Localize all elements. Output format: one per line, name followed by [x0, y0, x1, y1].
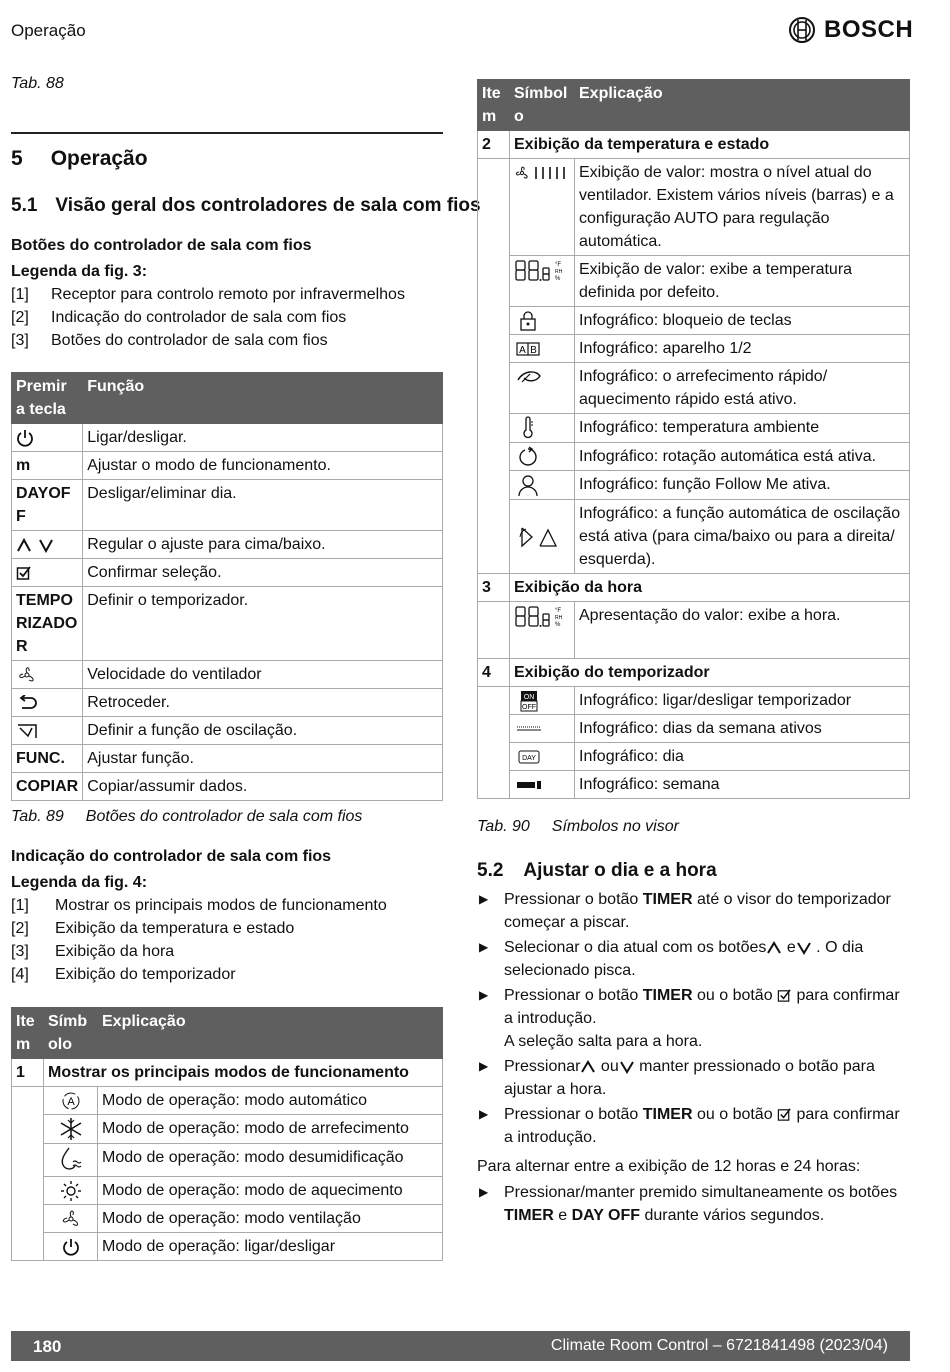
svg-text:RH: RH	[555, 269, 563, 275]
section-title: Visão geral dos controladores de sala com fios	[55, 195, 481, 216]
legend-item: [1] Receptor para controlo remoto por infravermelhos	[11, 286, 405, 303]
table-header-row: Item Símbolo Explicação	[12, 1008, 443, 1059]
table-row: TEMPORIZADOR Definir o temporizador.	[12, 587, 443, 661]
back-icon	[16, 695, 38, 711]
svg-text:°F: °F	[555, 608, 562, 614]
rotation-icon	[516, 446, 540, 468]
svg-text:%: %	[555, 276, 561, 282]
legend-item: [3] Exibição da hora	[11, 943, 175, 960]
ab-icon	[516, 341, 540, 357]
step: ▶ Pressionar o botão TIMER ou o botão para confirmar a introdução. A seleção salta para a hora.	[477, 984, 912, 1053]
table-row: Regular o ajuste para cima/baixo.	[12, 531, 443, 559]
fan-icon	[16, 666, 38, 684]
tab88-caption: Tab. 88	[11, 75, 64, 92]
table-row: 2 Exibição da temperatura e estado	[478, 131, 910, 159]
table-row: Infográfico: semana	[478, 771, 910, 799]
section-heading-5-1	[11, 195, 481, 217]
section-title: Ajustar o dia e a hora	[523, 860, 717, 881]
table-row: Infográfico: função Follow Me ativa.	[478, 471, 910, 500]
svg-text:DAY: DAY	[522, 754, 536, 762]
person-icon	[516, 473, 540, 497]
power-icon	[16, 429, 34, 447]
on-off-icon	[520, 690, 538, 712]
table-row: °F RH % Apresentação do valor: exibe a hora.	[478, 602, 910, 659]
legend-item: [3] Botões do controlador de sala com fios	[11, 332, 328, 349]
thermometer-icon	[518, 416, 538, 440]
chapter-number: 5	[11, 147, 23, 170]
step: ▶ Selecionar o dia atual com os botões e . O dia selecionado pisca.	[477, 936, 912, 982]
svg-text:RH: RH	[555, 615, 563, 621]
chapter-heading	[11, 147, 148, 171]
fan-icon	[60, 1208, 82, 1230]
table-row: 4 Exibição do temporizador	[478, 659, 910, 687]
chapter-title: Operação	[50, 147, 148, 170]
table-row: ON OFF Infográfico: ligar/desligar temporizador	[478, 687, 910, 715]
table-row: Modo de operação: modo de aquecimento	[12, 1177, 443, 1205]
table-row: Modo de operação: ligar/desligar	[12, 1233, 443, 1261]
segment-temp-icon	[514, 258, 570, 284]
up-down-icon	[16, 537, 56, 553]
table-row: Infográfico: o arrefecimento rápido/ aquecimento rápido está ativo.	[478, 363, 910, 414]
table-row: Infográfico: a função automática de oscilação está ativa (para cima/baixo ou para a direita/ esquerda).	[478, 500, 910, 574]
table-row: Velocidade do ventilador	[12, 661, 443, 689]
snowflake-icon	[59, 1117, 83, 1141]
weekdays-icon	[516, 724, 542, 734]
tab89-caption: Tab. 89 Botões do controlador de sala com fios	[11, 808, 363, 825]
chapter-rule	[11, 132, 443, 134]
svg-text:%: %	[555, 622, 561, 628]
auto-mode-icon	[60, 1091, 82, 1111]
down-arrow-icon	[796, 941, 812, 955]
step: ▶ Pressionar o botão TIMER ou o botão para confirmar a introdução.	[477, 1103, 912, 1149]
table-row: m Ajustar o modo de funcionamento.	[12, 452, 443, 480]
lock-icon	[518, 311, 538, 331]
table-row: Confirmar seleção.	[12, 559, 443, 587]
svg-text:OFF: OFF	[522, 703, 536, 711]
section-number: 5.1	[11, 195, 38, 216]
segment-clock-icon	[514, 604, 570, 630]
up-arrow-icon	[580, 1060, 596, 1074]
tab90-caption: Tab. 90 Símbolos no visor	[477, 818, 679, 835]
week-icon	[516, 779, 542, 791]
svg-text:°F: °F	[555, 262, 562, 268]
svg-text:A: A	[519, 344, 526, 356]
step: ▶ Pressionar/manter premido simultaneamente os botões TIMER e DAY OFF durante vários segundos.	[477, 1181, 912, 1227]
table-row: Definir a função de oscilação.	[12, 717, 443, 745]
table-header-row: Item Símbolo Explicação	[478, 80, 910, 131]
table-row: Infográfico: dias da semana ativos	[478, 715, 910, 743]
brand-name: BOSCH	[824, 16, 914, 43]
checkbox-icon	[777, 988, 792, 1003]
table-row: A B Infográfico: aparelho 1/2	[478, 335, 910, 363]
step: ▶ Pressionar ou manter pressionado o botão para ajustar a hora.	[477, 1055, 912, 1101]
buttons-table	[11, 372, 443, 801]
note-text: Para alternar entre a exibição de 12 horas e 24 horas:	[477, 1158, 861, 1175]
swing-icon	[16, 722, 38, 740]
table-row: Infográfico: rotação automática está ativa.	[478, 443, 910, 471]
page-footer	[11, 1331, 910, 1361]
display-heading: Indicação do controlador de sala com fios	[11, 848, 332, 865]
power-icon	[62, 1238, 80, 1256]
checkbox-icon	[777, 1107, 792, 1122]
brand-logo	[788, 16, 913, 44]
table-row: FUNC. Ajustar função.	[12, 745, 443, 773]
oscillation-icon	[518, 525, 560, 549]
table-row: Modo de operação: modo desumidificação	[12, 1144, 443, 1177]
document-id: Climate Room Control – 6721841498 (2023/04)	[550, 1337, 888, 1354]
table-row: °F RH % Exibição de valor: exibe a temperatura definida por defeito.	[478, 256, 910, 307]
legend-item: [2] Indicação do controlador de sala com fios	[11, 309, 347, 326]
running-header: Operação	[11, 21, 86, 40]
checkbox-icon	[16, 565, 32, 581]
svg-text:ON: ON	[523, 693, 535, 701]
bosch-armature-icon	[788, 16, 816, 44]
svg-text:B: B	[530, 344, 537, 356]
display-symbols-table	[477, 79, 910, 799]
turbo-icon	[516, 368, 542, 386]
modes-table	[11, 1007, 443, 1261]
buttons-legend	[11, 234, 451, 352]
day-icon	[518, 750, 540, 764]
svg-text:A: A	[66, 1095, 75, 1108]
table-row: Retroceder.	[12, 689, 443, 717]
section-heading-5-2	[477, 860, 717, 882]
buttons-heading: Botões do controlador de sala com fios	[11, 237, 312, 254]
sun-icon	[60, 1180, 82, 1202]
dehumidify-icon	[59, 1146, 83, 1172]
table-row: 1 Mostrar os principais modos de funcionamento	[12, 1059, 443, 1087]
instructions	[477, 888, 912, 1229]
table-header-row	[12, 373, 443, 424]
table-row: Infográfico: bloqueio de teclas	[478, 307, 910, 335]
up-arrow-icon	[766, 941, 782, 955]
section-number: 5.2	[477, 860, 504, 881]
legend-item: [4] Exibição do temporizador	[11, 966, 236, 983]
down-arrow-icon	[619, 1060, 635, 1074]
page-number: 180	[33, 1337, 62, 1356]
legend-title: Legenda da fig. 3:	[11, 263, 148, 280]
legend-item: [2] Exibição da temperatura e estado	[11, 920, 295, 937]
col-function: Função	[83, 373, 443, 424]
table-row: 3 Exibição da hora	[478, 574, 910, 602]
table-row: Exibição de valor: mostra o nível atual do ventilador. Existem vários níveis (barras) e a configuração AUTO para regulação automática.	[478, 159, 910, 256]
table-row: Modo de operação: modo de arrefecimento	[12, 1115, 443, 1144]
table-row: DAYOFF Desligar/eliminar dia.	[12, 480, 443, 531]
table-row: Infográfico: temperatura ambiente	[478, 414, 910, 443]
legend-title: Legenda da fig. 4:	[11, 874, 148, 891]
display-legend	[11, 845, 451, 986]
legend-item: [1] Mostrar os principais modos de funcionamento	[11, 897, 387, 914]
table-row: DAY Infográfico: dia	[478, 743, 910, 771]
table-row: Ligar/desligar.	[12, 424, 443, 452]
table-row: A Modo de operação: modo automático	[12, 1087, 443, 1115]
step: ▶ Pressionar o botão TIMER até o visor do temporizador começar a piscar.	[477, 888, 912, 934]
fan-bars-icon	[514, 165, 570, 181]
table-row: Modo de operação: modo ventilação	[12, 1205, 443, 1233]
col-key: Premir a tecla	[12, 373, 83, 424]
table-row: COPIAR Copiar/assumir dados.	[12, 773, 443, 801]
